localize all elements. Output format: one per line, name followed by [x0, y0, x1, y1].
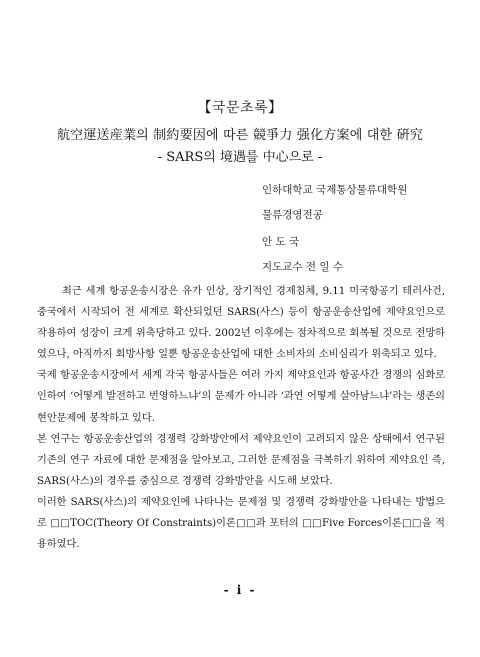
author-name: 안 도 국 — [262, 236, 300, 248]
abstract-body — [37, 281, 445, 555]
author-major: 물류경영전공 — [262, 209, 323, 221]
author-advisor: 지도교수 전 일 수 — [262, 261, 344, 273]
abstract-paragraph-4: 이러한 SARS(사스)의 제약요인에 나타나는 문제점 및 경쟁력 강화방안을 나타내는 방법으로 □□TOC(Theory Of Constraints)이론□□과 포터의 □□Five Forces이론□□을 적용하였다. — [37, 496, 445, 551]
thesis-title: 航空運送産業의 制約要因에 따른 競爭力 强化方案에 대한 硏究 — [56, 128, 424, 143]
abstract-paragraph-2: 국제 항공운송시장에서 세계 각국 항공사들은 여러 가지 제약요인과 항공사간 경쟁의 심화로 인하여 ‘어떻게 발전하고 번영하느냐’의 문제가 아니라 ‘과연 어떻게 살아남느냐’라는 생존의 현안문제에 봉착하고 있다. — [37, 370, 445, 424]
page-number: - i - — [223, 583, 257, 597]
author-school: 인하대학교 국제통상물류대학원 — [262, 184, 408, 196]
abstract-heading: 【국문초록】 — [197, 100, 283, 116]
abstract-paragraph-3: 본 연구는 항공운송산업의 경쟁력 강화방안에서 제약요인이 고려되지 않은 상태에서 연구된 기존의 연구 자료에 대한 문제점을 알아보고, 그러한 문제점을 극복하기 위하여 제약요인 즉, SARS(사스)의 경우를 중심으로 경쟁력 강화방안을 시도해 보았다. — [37, 433, 445, 487]
thesis-subtitle: - SARS의 境遇를 中心으로 - — [157, 150, 323, 165]
abstract-paragraph-1: 최근 세계 항공운송시장은 유가 인상, 장기적인 경제침체, 9.11 미국항공기 테러사건, 중국에서 시작되어 전 세계로 확산되었던 SARS(사스) 등이 항공운송산업에 제약요인으로 작용하여 성장이 크게 위축당하고 있다. 2002년 이후에는 점차적으로 회복될 것으로 전망하였으나, 아직까지 회방사항 일뿐 항공운송산업에 대한 소비자의 소비심리가 위축되고 있다. — [37, 286, 445, 361]
